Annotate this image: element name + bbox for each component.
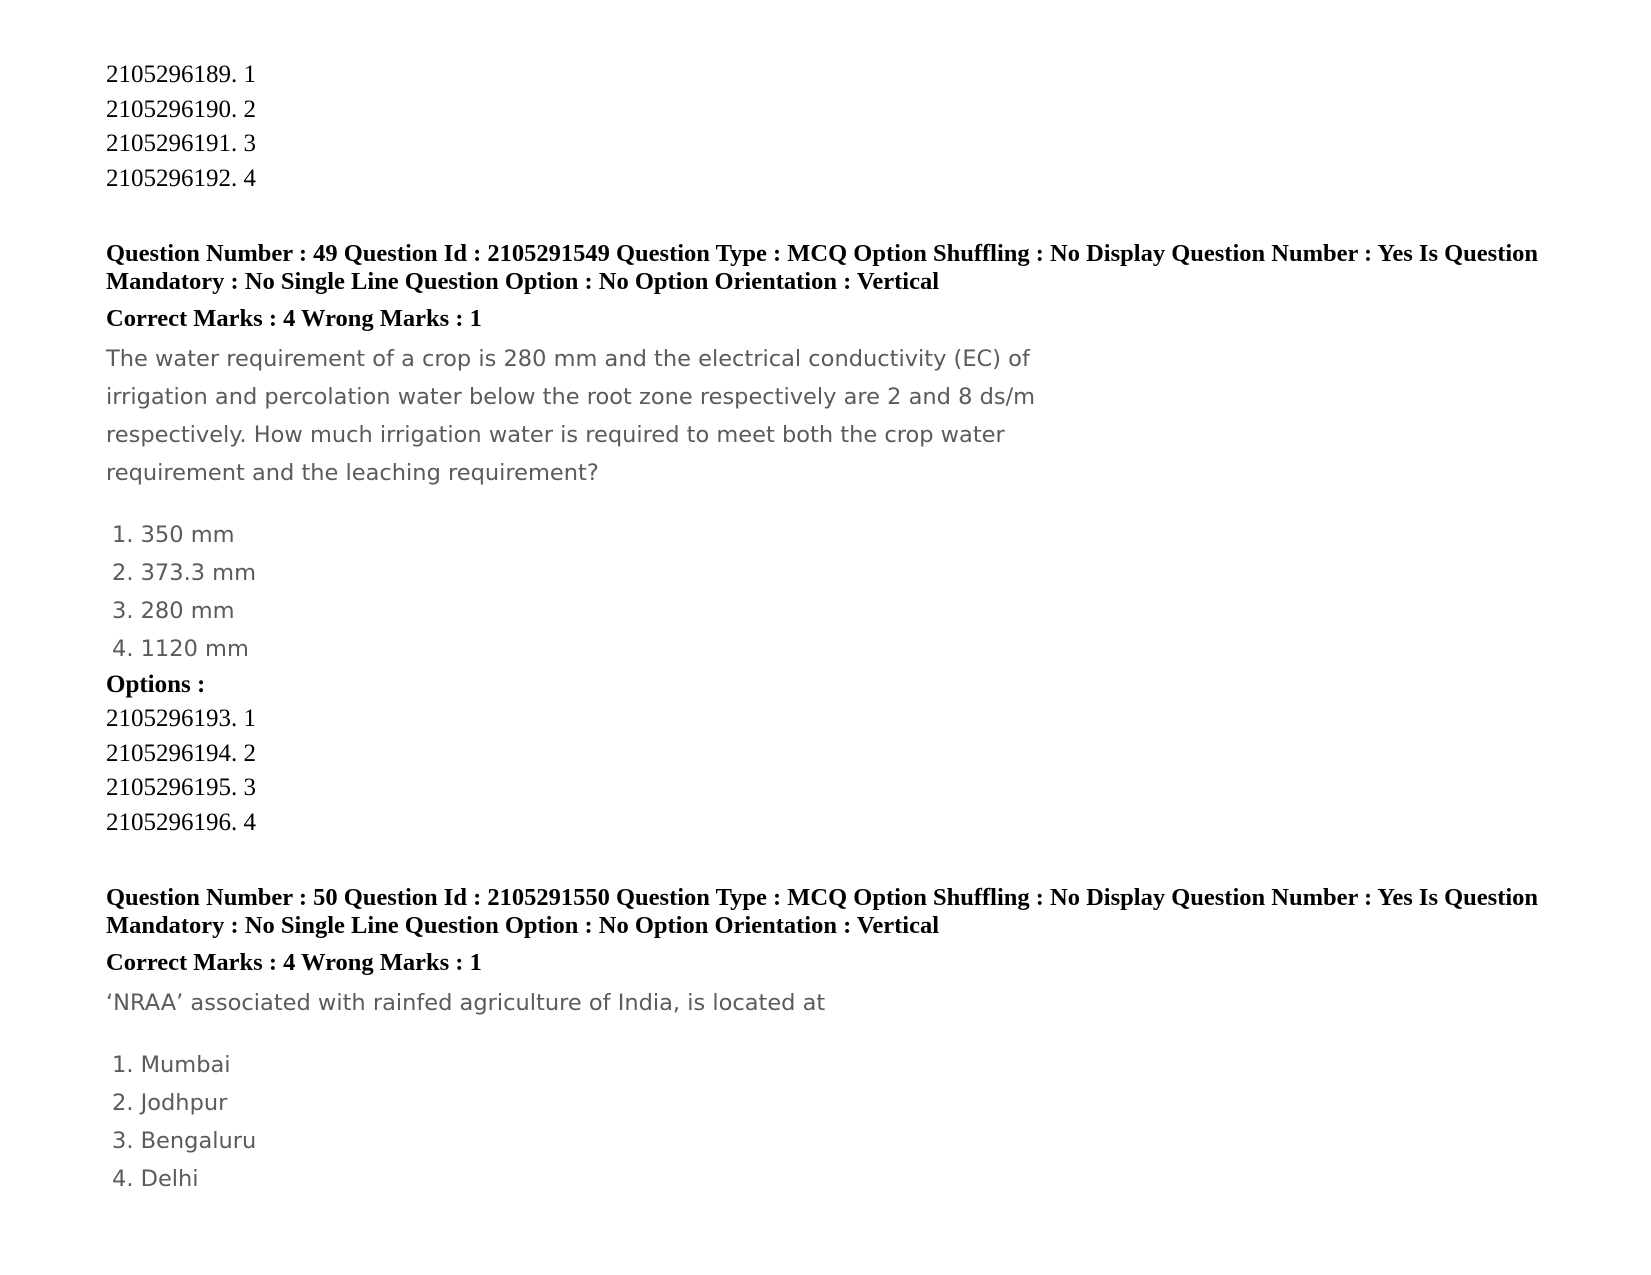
question-marks: Correct Marks : 4 Wrong Marks : 1 xyxy=(106,305,482,332)
question-text: ‘NRAA’ associated with rainfed agriculture of India, is located at xyxy=(106,990,826,1016)
question-block-49 xyxy=(106,240,1546,840)
previous-question-options xyxy=(106,58,1546,196)
answer-choice: 2. Jodhpur xyxy=(112,1090,228,1116)
answer-choice: 3. Bengaluru xyxy=(112,1128,257,1154)
answer-choice: 4. 1120 mm xyxy=(112,636,249,662)
option-id-list xyxy=(106,702,1546,840)
answer-choice: 1. 350 mm xyxy=(112,522,235,548)
option-id-line: 2105296189. 1 xyxy=(106,61,256,88)
answer-choices xyxy=(106,1046,1546,1198)
answer-choice: 2. 373.3 mm xyxy=(112,560,257,586)
question-text: The water requirement of a crop is 280 mm and the electrical conductivity (EC) of irrigation and percolation water below the root zone respectively are 2 and 8 ds/m respectively. How much irrigation water is required to meet both the crop water requirement and the leaching requirement? xyxy=(106,346,1036,486)
option-id-line: 2105296193. 1 xyxy=(106,705,256,732)
options-label: Options : xyxy=(106,671,206,698)
document-page xyxy=(106,58,1546,1198)
option-id-line: 2105296195. 3 xyxy=(106,774,256,801)
option-id-line: 2105296192. 4 xyxy=(106,164,256,192)
answer-choice: 3. 280 mm xyxy=(112,598,235,624)
answer-choices xyxy=(106,516,1546,668)
option-id-line: 2105296196. 4 xyxy=(106,808,256,836)
option-id-line: 2105296194. 2 xyxy=(106,739,256,767)
question-marks: Correct Marks : 4 Wrong Marks : 1 xyxy=(106,949,482,976)
question-header: Question Number : 50 Question Id : 2105291550 Question Type : MCQ Option Shuffling : No Display Question Number : Yes Is Question Mandatory : No Single Line Question Option : No Option Orientation : Vertical xyxy=(106,884,1539,939)
answer-choice: 1. Mumbai xyxy=(112,1052,231,1078)
option-id-line: 2105296190. 2 xyxy=(106,95,256,123)
option-id-line: 2105296191. 3 xyxy=(106,130,256,157)
question-block-50 xyxy=(106,884,1546,1198)
answer-choice: 4. Delhi xyxy=(112,1166,199,1192)
question-header: Question Number : 49 Question Id : 2105291549 Question Type : MCQ Option Shuffling : No Display Question Number : Yes Is Question Mandatory : No Single Line Question Option : No Option Orientation : Vertical xyxy=(106,240,1539,295)
